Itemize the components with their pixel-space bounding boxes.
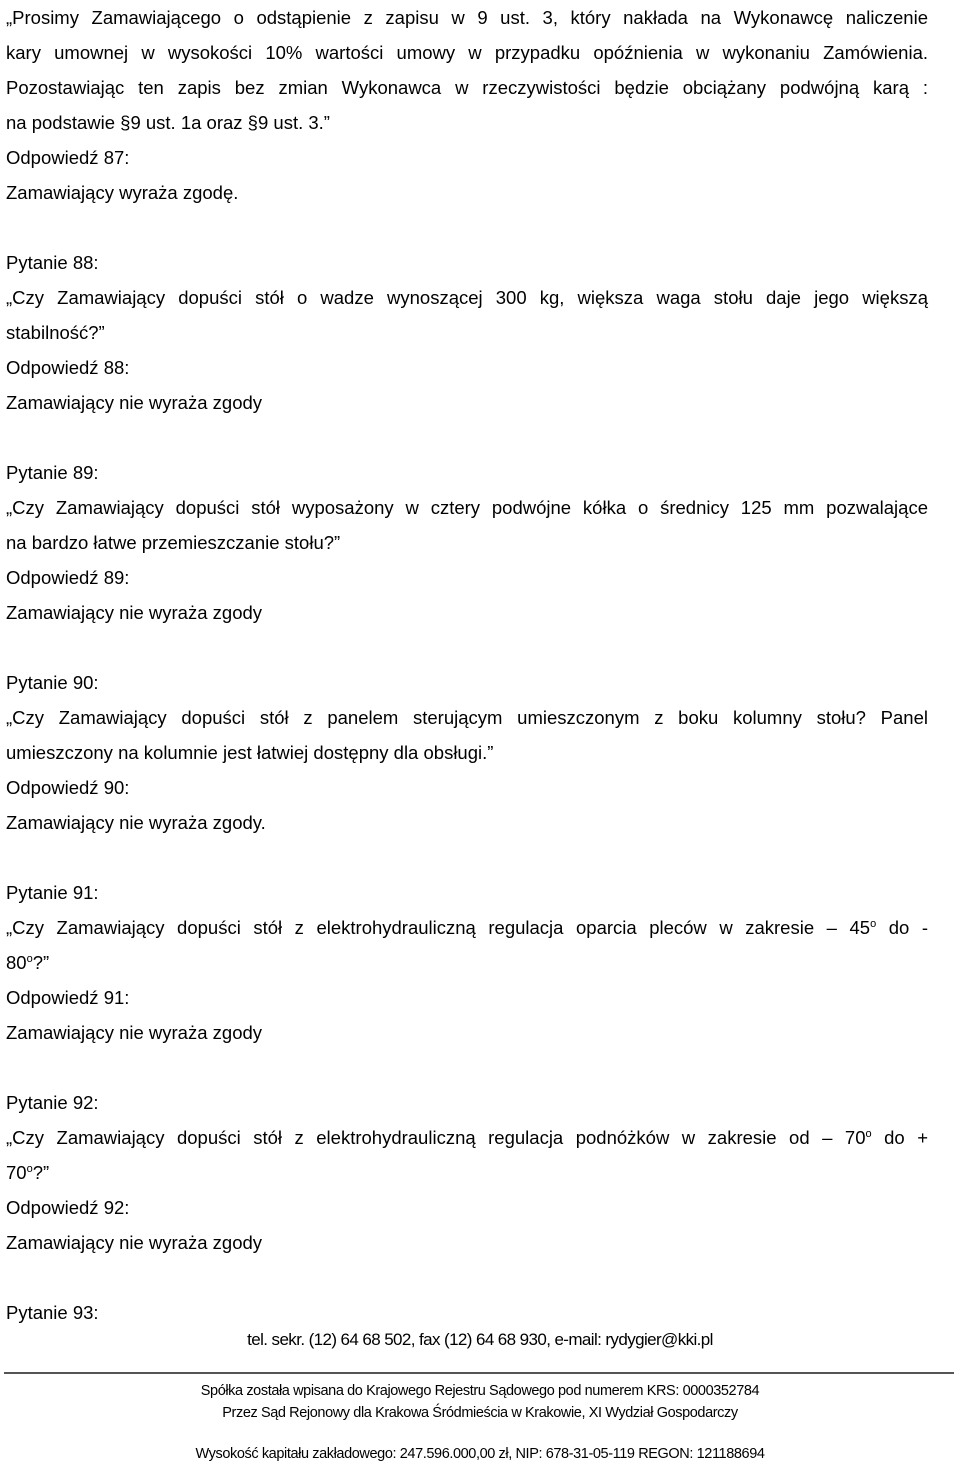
answer-88-text: Zamawiający nie wyraża zgody bbox=[6, 392, 263, 413]
footer-registry-line-2: Przez Sąd Rejonowy dla Krakowa Śródmieścia w Krakowie, XI Wydział Gospodarczy bbox=[222, 1405, 738, 1421]
question-90-line-1: „Czy Zamawiający dopuści stół z panelem sterującym umieszczonym z boku kolumny stołu? Panel bbox=[6, 707, 928, 728]
question-92-line-1-text: „Czy Zamawiający dopuści stół z elektrohydrauliczną regulacja podnóżków w zakresie od – 70 bbox=[6, 1127, 866, 1148]
question-92-line-1 bbox=[6, 1120, 928, 1155]
question-89-line-1: „Czy Zamawiający dopuści stół wyposażony w cztery podwójne kółka o średnicy 125 mm pozwalające bbox=[6, 497, 928, 518]
footer-registry-line-1: Spółka została wpisana do Krajowego Rejestru Sądowego pod numerem KRS: 0000352784 bbox=[200, 1383, 760, 1399]
answer-90-label: Odpowiedź 90: bbox=[6, 777, 130, 798]
question-92-label: Pytanie 92: bbox=[6, 1092, 99, 1113]
degree-mark: o bbox=[865, 1127, 872, 1140]
answer-90-text: Zamawiający nie wyraża zgody. bbox=[6, 812, 266, 833]
footer-contact: tel. sekr. (12) 64 68 502, fax (12) 64 68 930, e-mail: rydygier@kki.pl bbox=[247, 1330, 713, 1349]
question-88-line-2: stabilność?” bbox=[6, 322, 105, 343]
question-92-line-2-tail: ?” bbox=[32, 1162, 50, 1183]
question-91-line-2-text: 80 bbox=[6, 952, 27, 973]
question-89-line-2: na bardzo łatwe przemieszczanie stołu?” bbox=[6, 532, 341, 553]
answer-91-label: Odpowiedź 91: bbox=[6, 987, 130, 1008]
question-90-label: Pytanie 90: bbox=[6, 672, 99, 693]
question-89-label: Pytanie 89: bbox=[6, 462, 99, 483]
intro-line-3: Pozostawiając ten zapis bez zmian Wykonawca w rzeczywistości będzie obciążany podwójną karą : bbox=[6, 77, 928, 98]
answer-91-text: Zamawiający nie wyraża zgody bbox=[6, 1022, 263, 1043]
question-91-line-1-tail: do - bbox=[876, 917, 928, 938]
question-88-label: Pytanie 88: bbox=[6, 252, 99, 273]
intro-line-2: kary umownej w wysokości 10% wartości umowy w przypadku opóźnienia w wykonaniu Zamówienia. bbox=[6, 42, 928, 63]
answer-87-text: Zamawiający wyraża zgodę. bbox=[6, 182, 239, 203]
intro-line-1: „Prosimy Zamawiającego o odstąpienie z zapisu w 9 ust. 3, który nakłada na Wykonawcę naliczenie bbox=[6, 7, 928, 28]
answer-88-label: Odpowiedź 88: bbox=[6, 357, 130, 378]
question-90-line-2: umieszczony na kolumnie jest łatwiej dostępny dla obsługi.” bbox=[6, 742, 494, 763]
question-91-line-2 bbox=[6, 945, 928, 980]
degree-mark: o bbox=[26, 952, 33, 965]
question-91-label: Pytanie 91: bbox=[6, 882, 99, 903]
document-body bbox=[6, 0, 928, 1330]
answer-87-label: Odpowiedź 87: bbox=[6, 147, 130, 168]
intro-line-4: na podstawie §9 ust. 1a oraz §9 ust. 3.” bbox=[6, 112, 330, 133]
answer-89-text: Zamawiający nie wyraża zgody bbox=[6, 602, 263, 623]
question-91-line-2-tail: ?” bbox=[32, 952, 50, 973]
footer-capital-line: Wysokość kapitału zakładowego: 247.596.000,00 zł, NIP: 678-31-05-119 REGON: 121188694 bbox=[195, 1446, 765, 1462]
answer-92-label: Odpowiedź 92: bbox=[6, 1197, 130, 1218]
question-92-line-2 bbox=[6, 1155, 928, 1190]
footer-divider bbox=[4, 1372, 954, 1374]
answer-92-text: Zamawiający nie wyraża zgody bbox=[6, 1232, 263, 1253]
answer-89-label: Odpowiedź 89: bbox=[6, 567, 130, 588]
question-92-line-2-text: 70 bbox=[6, 1162, 27, 1183]
degree-mark: o bbox=[870, 917, 877, 930]
question-93-label: Pytanie 93: bbox=[6, 1302, 99, 1323]
question-91-line-1-text: „Czy Zamawiający dopuści stół z elektrohydrauliczną regulacja oparcia pleców w zakresie – 45 bbox=[6, 917, 871, 938]
question-92-line-1-tail: do + bbox=[871, 1127, 929, 1148]
question-88-line-1: „Czy Zamawiający dopuści stół o wadze wynoszącej 300 kg, większa waga stołu daje jego większą bbox=[6, 287, 928, 308]
degree-mark: o bbox=[26, 1162, 33, 1175]
question-91-line-1 bbox=[6, 910, 928, 945]
